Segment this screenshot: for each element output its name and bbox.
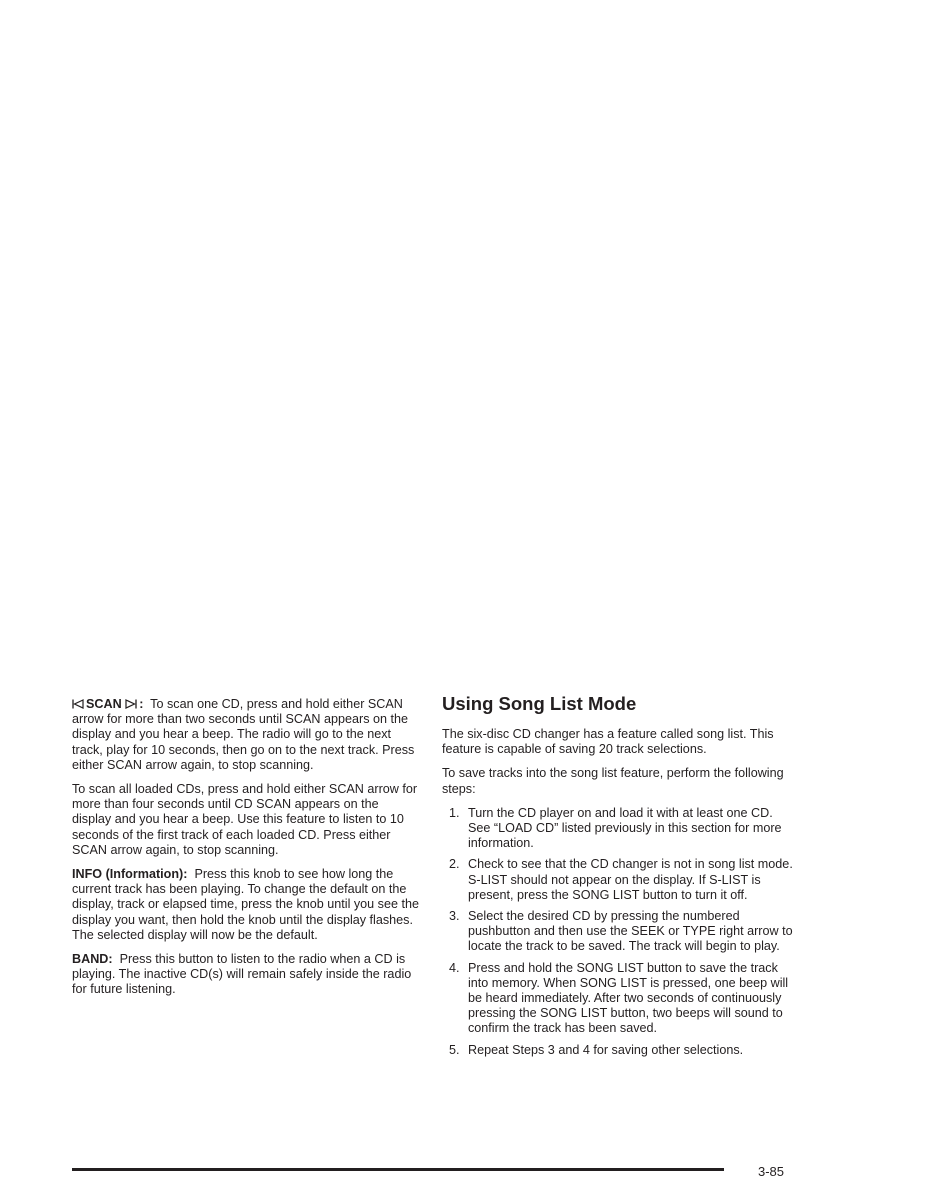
step-item <box>442 961 798 1037</box>
step-text: Select the desired CD by pressing the numbered pushbutton and then use the SEEK or TYPE right arrow to locate the track to be saved. The track will begin to play. <box>468 909 793 954</box>
scan-previous-icon <box>72 699 84 709</box>
info-label: INFO (Information): <box>72 867 188 882</box>
info-text: Press this knob to see how long the current track has been playing. To change the default on the display, track or elapsed time, press the knob until you see the display you want, then hold the knob until the display flashes. The selected display will now be the default. <box>72 867 419 942</box>
band-text: Press this button to listen to the radio when a CD is playing. The inactive CD(s) will remain safely inside the radio for future listening. <box>72 952 412 997</box>
band-paragraph <box>72 952 420 998</box>
steps-list <box>442 806 798 1058</box>
band-label: BAND: <box>72 952 113 967</box>
page-number: 3-85 <box>758 1164 785 1179</box>
scan-colon: : <box>139 697 144 711</box>
step-number: 4. <box>449 960 460 975</box>
step-number: 3. <box>449 909 460 924</box>
scan-next-icon <box>125 699 137 709</box>
step-number: 2. <box>449 857 460 872</box>
step-item <box>442 1043 798 1058</box>
steps-intro-paragraph: To save tracks into the song list feature, perform the following steps: <box>442 766 784 796</box>
scan-text: To scan one CD, press and hold either SCAN arrow for more than two seconds until SCAN appears on the display and you hear a beep. The radio will go to the next track, play for 10 seconds, then go on to the next track. Press either SCAN arrow again, to stop scanning. <box>72 697 415 772</box>
step-item <box>442 909 798 955</box>
step-item <box>442 806 798 852</box>
step-number: 1. <box>449 805 460 820</box>
section-heading: Using Song List Mode <box>442 693 637 714</box>
scan-all-paragraph: To scan all loaded CDs, press and hold either SCAN arrow for more than four seconds until CD SCAN appears on the display and you hear a beep. Use this feature to listen to 10 seconds of the first track of each loaded CD. Press either SCAN arrow again, to stop scanning. <box>72 782 418 857</box>
intro-paragraph: The six-disc CD changer has a feature called song list. This feature is capable of saving 20 track selections. <box>442 727 774 757</box>
step-text: Turn the CD player on and load it with at least one CD. See “LOAD CD” listed previously in this section for more information. <box>468 805 782 851</box>
info-paragraph <box>72 867 420 943</box>
scan-paragraph <box>72 697 420 773</box>
step-text: Repeat Steps 3 and 4 for saving other selections. <box>468 1042 744 1057</box>
step-number: 5. <box>449 1042 460 1057</box>
left-column <box>72 697 420 1007</box>
footer-rule <box>72 1168 724 1171</box>
right-column <box>442 693 798 1064</box>
step-item <box>442 857 798 903</box>
step-text: Press and hold the SONG LIST button to save the track into memory. When SONG LIST is pressed, one beep will be heard immediately. After two seconds of continuously pressing the SONG LIST button, two beeps will sound to confirm the track has been saved. <box>468 960 789 1036</box>
scan-label: SCAN <box>86 697 122 711</box>
step-text: Check to see that the CD changer is not in song list mode. S-LIST should not appear on the display. If S-LIST is present, press the SONG LIST button to turn it off. <box>468 857 793 902</box>
